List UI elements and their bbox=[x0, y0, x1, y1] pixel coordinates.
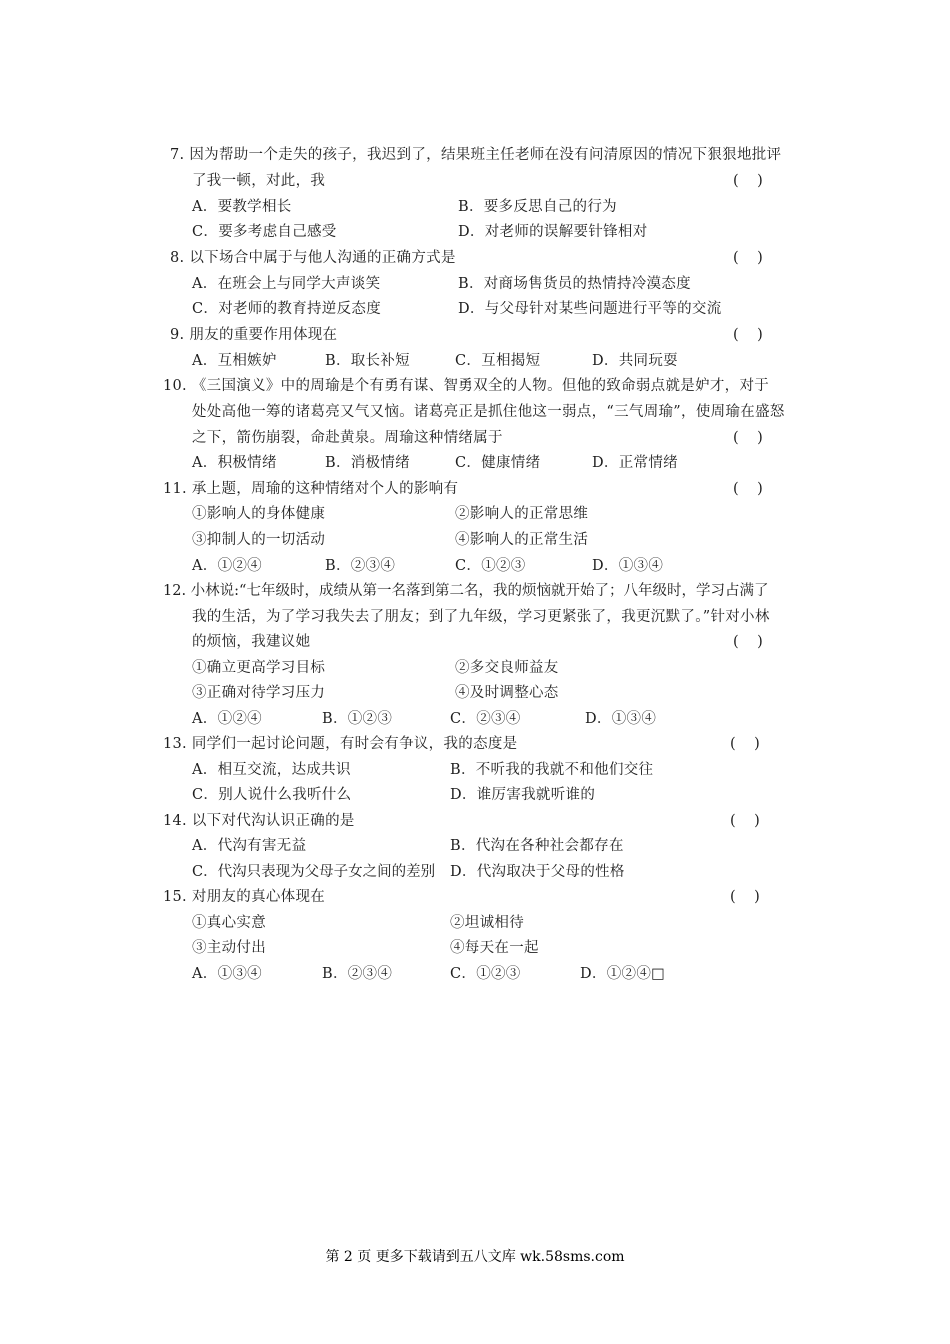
q7-stem-line2: 了我一顿，对此，我 bbox=[192, 173, 326, 189]
q15-option-c: C．①②③ bbox=[450, 966, 521, 982]
q11-option-d: D．①③④ bbox=[592, 558, 664, 574]
q10-option-d: D．正常情绪 bbox=[592, 455, 678, 471]
q10-option-a: A．积极情绪 bbox=[192, 455, 277, 471]
q8-answer-blank: ( ) bbox=[733, 250, 763, 266]
q14-option-a: A．代沟有害无益 bbox=[192, 838, 307, 854]
q11-statement-1: ①影响人的身体健康 bbox=[192, 506, 326, 522]
q15-statement-3: ③主动付出 bbox=[192, 940, 266, 956]
q15-statement-4: ④每天在一起 bbox=[450, 940, 539, 956]
q11-option-a: A．①②④ bbox=[192, 558, 262, 574]
q14-option-d: D．代沟取决于父母的性格 bbox=[450, 864, 625, 880]
q10-stem-line3: 之下，箭伤崩裂，命赴黄泉。周瑜这种情绪属于 bbox=[192, 430, 503, 446]
q10-option-b: B．消极情绪 bbox=[325, 455, 410, 471]
q7-option-d: D．对老师的误解要针锋相对 bbox=[458, 224, 648, 240]
q11-option-b: B．②③④ bbox=[325, 558, 396, 574]
q12-option-c: C．②③④ bbox=[450, 711, 521, 727]
q8-stem: 8. 以下场合中属于与他人沟通的正确方式是 bbox=[170, 250, 456, 266]
q12-statement-1: ①确立更高学习目标 bbox=[192, 660, 326, 676]
q9-option-c: C．互相揭短 bbox=[455, 353, 541, 369]
q13-option-d: D．谁厉害我就听谁的 bbox=[450, 787, 596, 803]
q11-statement-4: ④影响人的正常生活 bbox=[455, 532, 589, 548]
q12-statement-4: ④及时调整心态 bbox=[455, 685, 559, 701]
q12-option-a: A．①②④ bbox=[192, 711, 262, 727]
q15-option-a: A．①③④ bbox=[192, 966, 262, 982]
q13-option-c: C．别人说什么我听什么 bbox=[192, 787, 352, 803]
q9-option-b: B．取长补短 bbox=[325, 353, 410, 369]
q14-option-c: C．代沟只表现为父母子女之间的差别 bbox=[192, 864, 436, 880]
q11-answer-blank: ( ) bbox=[733, 481, 763, 497]
q8-option-a: A．在班会上与同学大声谈笑 bbox=[192, 276, 381, 292]
page-footer: 第 2 页 更多下载请到五八文库 wk.58sms.com bbox=[325, 1249, 625, 1265]
q14-stem: 14. 以下对代沟认识正确的是 bbox=[163, 813, 355, 829]
q8-option-d: D．与父母针对某些问题进行平等的交流 bbox=[458, 301, 722, 317]
q15-option-b: B．②③④ bbox=[322, 966, 393, 982]
q13-answer-blank: ( ) bbox=[730, 736, 760, 752]
q13-stem: 13. 同学们一起讨论问题，有时会有争议，我的态度是 bbox=[163, 736, 518, 752]
q12-option-b: B．①②③ bbox=[322, 711, 393, 727]
q9-option-a: A．互相嫉妒 bbox=[192, 353, 277, 369]
q7-option-b: B．要多反思自己的行为 bbox=[458, 199, 617, 215]
q14-option-b: B．代沟在各种社会都存在 bbox=[450, 838, 624, 854]
q15-option-d: D．①②④□ bbox=[580, 966, 666, 982]
q7-stem-line1: 7. 因为帮助一个走失的孩子，我迟到了，结果班主任老师在没有问清原因的情况下狠狠地批评 bbox=[170, 147, 782, 163]
q7-answer-blank: ( ) bbox=[733, 173, 763, 189]
q12-stem-line2: 我的生活，为了学习我失去了朋友；到了九年级，学习更紧张了，我更沉默了。”针对小林 bbox=[192, 609, 770, 625]
q12-stem-line3: 的烦恼，我建议她 bbox=[192, 634, 311, 650]
q12-answer-blank: ( ) bbox=[733, 634, 763, 650]
q11-stem: 11. 承上题，周瑜的这种情绪对个人的影响有 bbox=[163, 481, 459, 497]
q10-stem-line2: 处处高他一筹的诸葛亮又气又恼。诸葛亮正是抓住他这一弱点，“三气周瑜”，使周瑜在盛怒 bbox=[192, 404, 785, 420]
q11-option-c: C．①②③ bbox=[455, 558, 526, 574]
q11-statement-3: ③抑制人的一切活动 bbox=[192, 532, 326, 548]
q10-answer-blank: ( ) bbox=[733, 430, 763, 446]
q10-option-c: C．健康情绪 bbox=[455, 455, 541, 471]
q7-option-a: A．要教学相长 bbox=[192, 199, 292, 215]
q12-statement-2: ②多交良师益友 bbox=[455, 660, 559, 676]
q7-option-c: C．要多考虑自己感受 bbox=[192, 224, 337, 240]
q10-stem-line1: 10. 《三国演义》中的周瑜是个有勇有谋、智勇双全的人物。但他的致命弱点就是妒才，对于 bbox=[163, 378, 770, 394]
q15-statement-1: ①真心实意 bbox=[192, 915, 266, 931]
q13-option-b: B．不听我的我就不和他们交往 bbox=[450, 762, 654, 778]
q15-statement-2: ②坦诚相待 bbox=[450, 915, 524, 931]
q14-answer-blank: ( ) bbox=[730, 813, 760, 829]
q15-stem: 15. 对朋友的真心体现在 bbox=[163, 889, 326, 905]
q12-statement-3: ③正确对待学习压力 bbox=[192, 685, 326, 701]
q9-stem: 9. 朋友的重要作用体现在 bbox=[170, 327, 338, 343]
q13-option-a: A．相互交流，达成共识 bbox=[192, 762, 351, 778]
q9-option-d: D．共同玩耍 bbox=[592, 353, 678, 369]
q12-option-d: D．①③④ bbox=[585, 711, 657, 727]
q11-statement-2: ②影响人的正常思维 bbox=[455, 506, 589, 522]
q8-option-b: B．对商场售货员的热情持冷漠态度 bbox=[458, 276, 691, 292]
q9-answer-blank: ( ) bbox=[733, 327, 763, 343]
q15-answer-blank: ( ) bbox=[730, 889, 760, 905]
q12-stem-line1: 12. 小林说:“七年级时，成绩从第一名落到第二名，我的烦恼就开始了；八年级时，学习占满了 bbox=[163, 583, 769, 599]
q8-option-c: C．对老师的教育持逆反态度 bbox=[192, 301, 381, 317]
